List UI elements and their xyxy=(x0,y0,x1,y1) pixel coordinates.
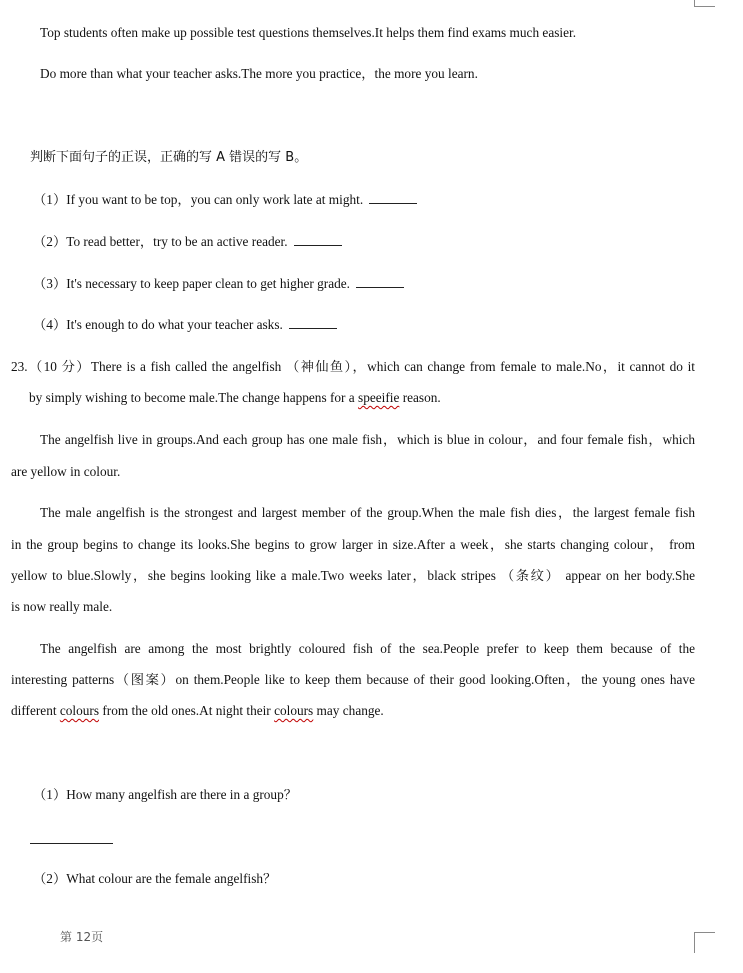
tip-line-1: Top students often make up possible test questions themselves.It helps them find exams much easier. xyxy=(40,25,577,40)
judge-item-text: It's necessary to keep paper clean to get higher grade. xyxy=(66,276,350,291)
answer-blank[interactable] xyxy=(356,275,404,288)
judge-item-1 xyxy=(33,191,417,209)
p4-text-b: from the old ones.At night their xyxy=(99,703,275,718)
judge-item-text: If you want to be top，you can only work late at might. xyxy=(66,192,364,207)
q23-question-2 xyxy=(33,870,276,888)
q23-paragraph-3-line-1: The male angelfish is the strongest and largest member of the group.When the male fish dies，the largest female fish xyxy=(40,505,695,520)
question-number: （1） xyxy=(33,787,67,802)
judge-item-text: To read better，try to be an active reader. xyxy=(66,234,288,249)
judge-item-number: （3） xyxy=(33,276,67,291)
tip-line-2: Do more than what your teacher asks.The more you practice，the more you learn. xyxy=(40,66,478,81)
q23-paragraph-3-line-3: yellow to blue.Slowly，she begins looking like a male.Two weeks later，black stripes （条纹） appear on her body.She xyxy=(11,568,695,583)
judge-item-number: （1） xyxy=(33,192,67,207)
judge-item-text: It's enough to do what your teacher asks. xyxy=(66,317,283,332)
q23-paragraph-4-line-1: The angelfish are among the most brightly coloured fish of the sea.People prefer to keep them because of the xyxy=(40,641,695,656)
spelling-flag-word: colours xyxy=(59,703,100,718)
q23-paragraph-2-line-1: The angelfish live in groups.And each group has one male fish，which is blue in colour，and four female fish，which xyxy=(40,432,695,447)
bottom-right-corner-mark xyxy=(694,932,715,953)
judge-instruction: 判断下面句子的正误，正确的写 A 错误的写 B。 xyxy=(30,150,308,165)
spelling-error-word: speeifie xyxy=(358,390,400,405)
page-number: 第 12页 xyxy=(60,930,104,944)
judge-item-3 xyxy=(33,275,404,293)
judge-item-number: （2） xyxy=(33,234,67,249)
p4-text-c: may change. xyxy=(313,703,384,718)
q23-paragraph-3-line-2: in the group begins to change its looks.She begins to grow larger in size.After a week，she starts changing colour， from xyxy=(11,537,695,552)
p4-text-a: different xyxy=(11,703,60,718)
question-number: （2） xyxy=(33,871,67,886)
q23-paragraph-2-line-2: are yellow in colour. xyxy=(11,464,121,479)
spelling-flag-word: colours xyxy=(274,703,314,718)
question-text: What colour are the female angelfish？ xyxy=(66,871,277,886)
q23-paragraph-4-line-2: interesting patterns（图案）on them.People like to keep them because of their good looking.Often，the young ones have xyxy=(11,672,695,687)
answer-blank[interactable] xyxy=(294,233,342,246)
q23-paragraph-4-line-3 xyxy=(11,702,384,720)
answer-line[interactable] xyxy=(30,843,113,844)
q23-header: 23.（10 分）There is a fish called the angelfish （神仙鱼），which can change from female to male.No，it cannot do it xyxy=(11,359,695,374)
judge-item-4 xyxy=(33,316,337,334)
q23-paragraph-3-line-4: is now really male. xyxy=(11,599,113,614)
judge-item-2 xyxy=(33,233,342,251)
q23-question-1 xyxy=(33,786,297,804)
top-right-corner-mark xyxy=(694,0,715,7)
question-text: How many angelfish are there in a group？ xyxy=(66,787,298,802)
answer-blank[interactable] xyxy=(369,191,417,204)
q23-line-2-end: reason. xyxy=(399,390,441,405)
q23-line-2-text: by simply wishing to become male.The change happens for a xyxy=(29,390,359,405)
judge-item-number: （4） xyxy=(33,317,67,332)
answer-blank[interactable] xyxy=(289,316,337,329)
q23-line-2 xyxy=(29,389,441,407)
